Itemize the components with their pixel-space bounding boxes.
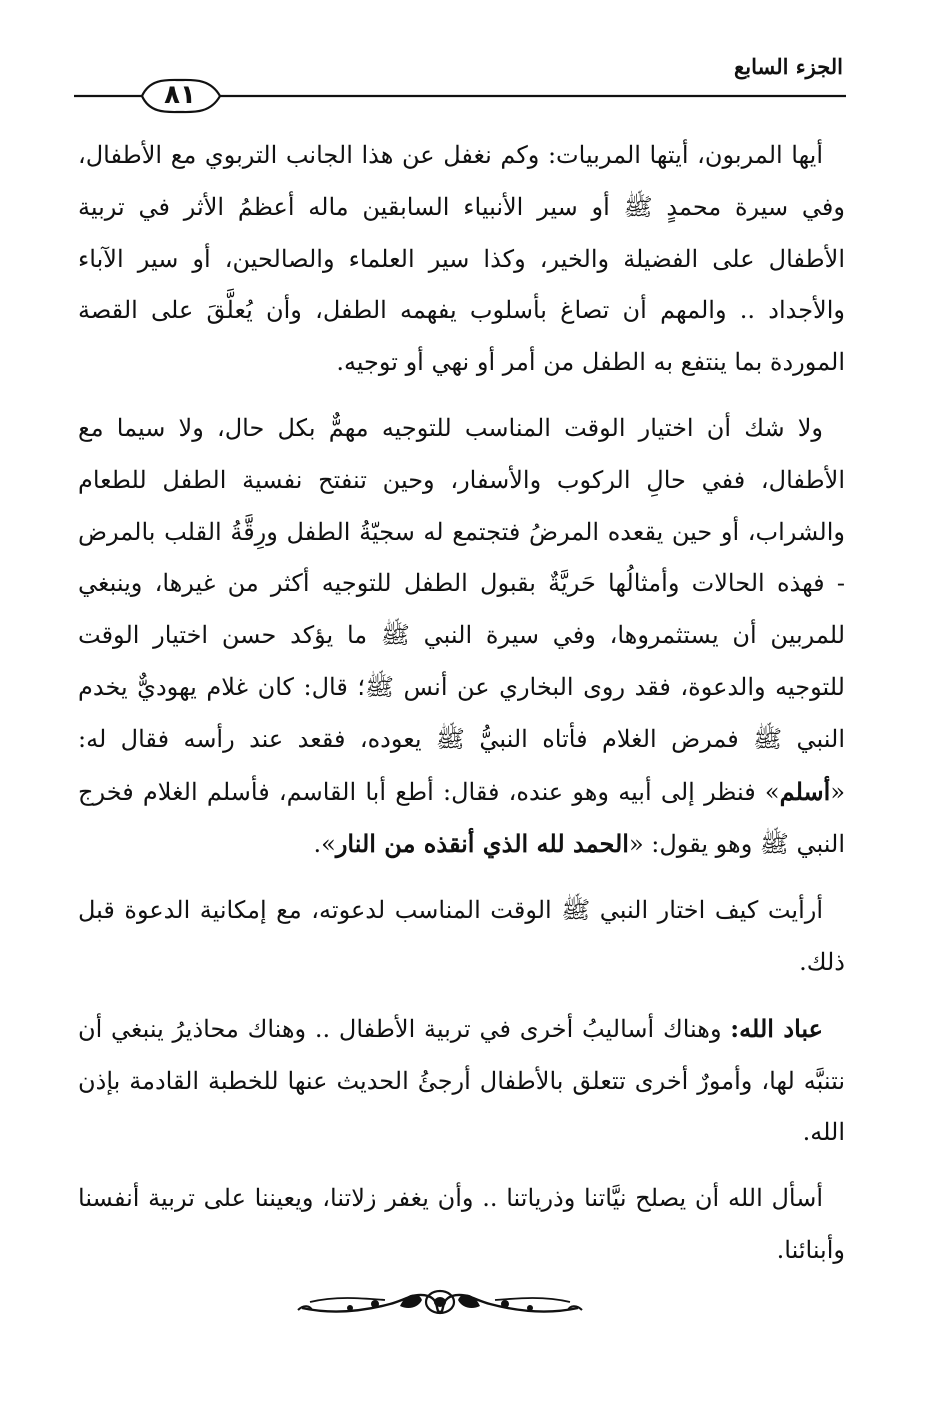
paragraph-5 [78,1173,845,1277]
hadith-quote-2: الحمد لله الذي أنقذه من النار [335,829,629,859]
paragraph-2-text-b: » فنظر إلى أبيه وهو عنده، فقال: أطع أبا القاسم، فأسلم الغلام فخرج النبي ﷺ وهو يقول: « [78,777,845,859]
paragraph-1-text: أيها المربون، أيتها المربيات: وكم نغفل عن هذا الجانب التربوي مع الأطفال، وفي سيرة محمدٍ ﷺ أو سير الأنبياء السابقين ماله أعظمُ الأثر في تربية الأطفال على الفضيلة والخير، وكذا سير العلماء والصالحين، أو سير الآباء والأجداد .. والمهم أن تصاغ بأسلوب يفهمه الطفل، وأن يُعلَّقَ على القصة الموردة بما ينتفع به الطفل من أمر أو نهي أو توجيه. [78,141,845,377]
paragraph-3-text: أرأيت كيف اختار النبي ﷺ الوقت المناسب لدعوته، مع إمكانية الدعوة قبل ذلك. [78,896,845,976]
paragraph-2 [78,403,845,871]
paragraph-4-text: وهناك أساليبُ أخرى في تربية الأطفال .. وهناك محاذيرُ ينبغي أن نتنبَّه لها، وأمورٌ أخرى تتعلق بالأطفال أرجئُ الحديث عنها للخطبة القادمة بإذن الله. [78,1014,845,1147]
paragraph-5-text: أسأل الله أن يصلح نيَّاتنا وذرياتنا .. وأن يغفر زلاتنا، ويعيننا على تربية أنفسنا وأبنائنا. [78,1184,845,1264]
hadith-quote-1: أسلم [779,776,831,806]
paragraph-3 [78,885,845,989]
paragraph-4 [78,1003,845,1159]
running-title: الجزء السابع [734,54,843,79]
paragraph-4-lead: عباد الله: [730,1013,823,1043]
end-ornament-icon [290,1278,590,1328]
page-number: ٨١ [164,80,196,110]
header-rule-frame [0,0,943,130]
paragraph-2-text-c: ». [313,830,336,859]
paragraph-1 [78,130,845,389]
paragraph-2-text-a: ولا شك أن اختيار الوقت المناسب للتوجيه مهمٌّ بكل حال، ولا سيما مع الأطفال، ففي حالِ الركوب والأسفار، وحين تنفتح نفسية الطفل للطعام والشراب، أو حين يقعده المرضُ فتجتمع له سجيّةُ الطفل ورِقَّةُ القلب بالمرض - فهذه الحالات وأمثالُها حَريَّةٌ بقبول الطفل للتوجيه أكثر من غيرها، وينبغي للمربين أن يستثمروها، وفي سيرة النبي ﷺ ما يؤكد حسن اختيار الوقت للتوجيه والدعوة، فقد روى البخاري عن أنس ﷺ؛ قال: كان غلام يهوديٌّ يخدم النبي ﷺ فمرض الغلام فأتاه النبيُّ ﷺ يعوده، فقعد عند رأسه فقال له: « [78,413,845,806]
main-text [78,130,845,1291]
